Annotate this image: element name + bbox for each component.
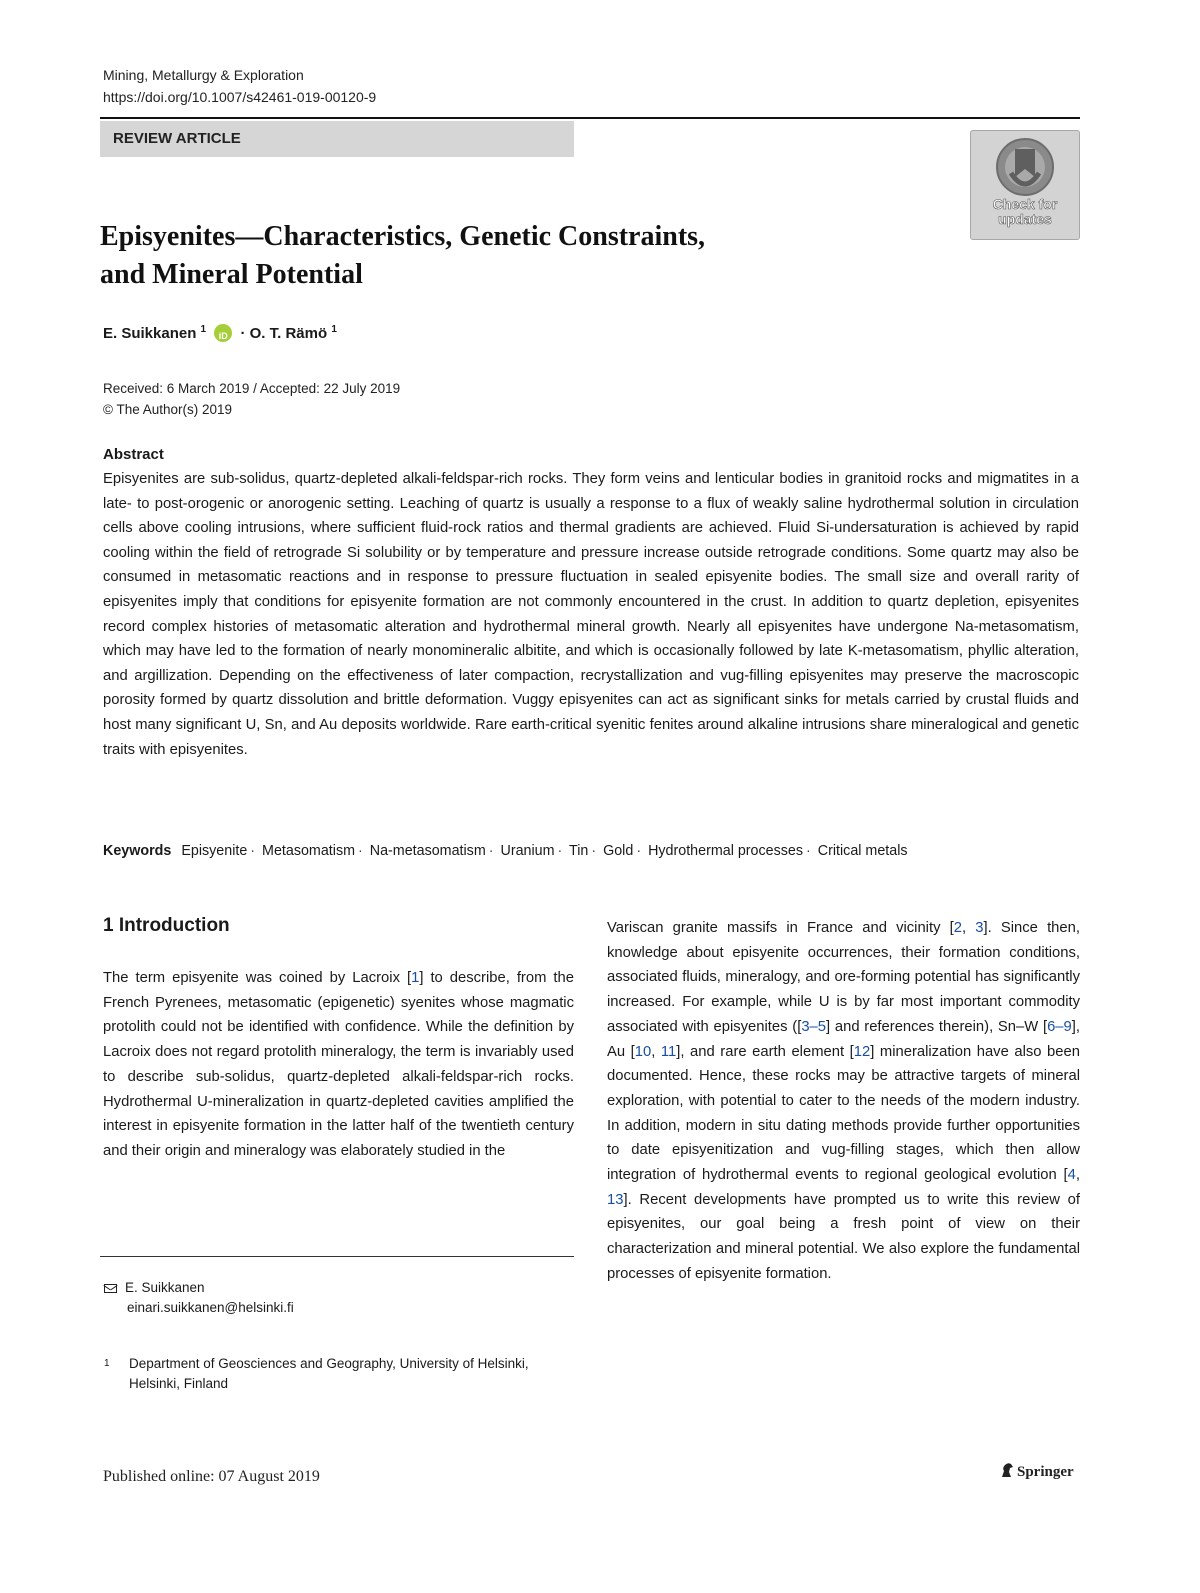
citation-link[interactable]: 3 (975, 920, 984, 936)
publisher-name: Springer (1017, 1464, 1074, 1480)
journal-name: Mining, Metallurgy & Exploration (103, 67, 304, 83)
abstract-heading: Abstract (103, 446, 164, 463)
keyword-separator: · (636, 843, 642, 859)
journal-header (103, 64, 376, 108)
footnote-rule (100, 1256, 574, 1257)
citation-link[interactable]: 4 (1067, 1167, 1076, 1184)
body-text: ], Au [ (607, 1018, 1080, 1060)
springer-horse-icon (1000, 1462, 1014, 1478)
body-text: , (962, 920, 976, 936)
intro-column-left (103, 966, 574, 1164)
citation-link[interactable]: 6–9 (1047, 1018, 1072, 1035)
body-text: The term episyenite was coined by Lacroix [ (103, 970, 412, 986)
keyword: Na-metasomatism (369, 843, 486, 859)
abstract-text: Episyenites are sub-solidus, quartz-depleted alkali-feldspar-rich rocks. They form veins and lenticular bodies in granitoid rocks and migmatites in a late- to post-orogenic or anorogenic setting. Leaching of quartz is usually a response to a flux of weakly saline hydrothermal solution in circulation cells above cooling intrusions, where sufficient fluid-rock ratios and thermal gradients are achieved. Fluid Si-undersaturation is achieved by rapid cooling within the field of retrograde Si solubility or by temperature and pressure increase outside retrograde conditions. Some quartz may also be consumed in metasomatic reactions and in response to pressure fluctuation in sealed episyenite bodies. The small size and overall rarity of episyenites imply that conditions for episyenite formation are not commonly encountered in the crust. In addition to quartz depletion, episyenites record complex histories of metasomatic alteration and hydrothermal mineral growth. Nearly all episyenites have undergone Na-metasomatism, which may have led to the formation of nearly monomineralic albitite, and which is occasionally followed by late K-metasomatism, phyllic alteration, and argillization. Depending on the effectiveness of later compaction, recrystallization and vug-filling episyenites may preserve the macroscopic porosity formed by quartz dissolution and brittle deformation. Vuggy episyenites can act as significant sinks for metals carried by crustal fluids and host many significant U, Sn, and Au deposits worldwide. Rare earth-critical syenitic fenites around alkaline intrusions share mineralogical and genetic traits with episyenites. (103, 471, 1079, 758)
corresponding-author (104, 1278, 294, 1318)
keyword: Gold (603, 843, 634, 859)
affil-line-2: Helsinki, Finland (129, 1376, 229, 1391)
keyword: Hydrothermal processes (648, 843, 804, 859)
keywords (103, 840, 1079, 862)
keyword: Metasomatism (262, 843, 355, 859)
keyword-separator: · (488, 843, 494, 859)
title-line-1: Episyenites—Characteristics, Genetic Constraints, (100, 221, 706, 252)
article-dates (103, 378, 400, 420)
body-text: ] to describe, from the French Pyrenees, metasomatic (epigenetic) syenites whose magmatic protolith could not be identified with confidence. While the definition by Lacroix does not regard protolith mineralogy, the term is invariably used to describe sub-solidus, quartz-depleted alkali-feldspar-rich rocks. Hydrothermal U-mineralization in quartz-depleted cavities amplified the interest in episyenite formation in the latter half of the twentieth century and their origin and mineralogy was elaborately studied in the (103, 970, 574, 1159)
section-heading: 1 Introduction (103, 915, 230, 936)
header-rule (100, 117, 1080, 119)
citation-link[interactable]: 11 (660, 1043, 677, 1060)
author-list (103, 319, 337, 345)
published-date: Published online: 07 August 2019 (103, 1468, 320, 1485)
author-separator: · (240, 325, 246, 342)
body-text: , (1075, 1167, 1080, 1184)
citation-link[interactable]: 13 (607, 1191, 624, 1208)
affil-line-1: Department of Geosciences and Geography, University of Helsinki, (129, 1356, 529, 1371)
badge-text: Check for updates (992, 196, 1058, 227)
received-accepted: Received: 6 March 2019 / Accepted: 22 July 2019 (103, 381, 401, 396)
keyword: Episyenite (181, 843, 248, 859)
body-text: ] and references therein), Sn–W [ (826, 1018, 1048, 1035)
copyright: © The Author(s) 2019 (103, 402, 233, 417)
keyword-separator: · (557, 843, 563, 859)
keyword: Uranium (500, 843, 555, 859)
article-type-label: REVIEW ARTICLE (100, 121, 574, 157)
body-text: ]. Recent developments have prompted us to write this review of episyenites, our goal being a fresh point of view on their characterization and mineral potential. We also explore the fundamental processes of episyenite formation. (607, 1191, 1080, 1282)
author-affil: 1 (331, 324, 337, 335)
check-for-updates-badge[interactable] (970, 130, 1080, 240)
citation-link[interactable]: 1 (411, 970, 420, 986)
body-text: ]. Since then, knowledge about episyenite occurrences, their formation conditions, associated fluids, mineralogy, and ore-forming potential has significantly increased. For example, while U is by far most important commodity associated with episyenites ([ (607, 920, 1080, 1035)
body-text: Variscan granite massifs in France and vicinity [ (607, 920, 954, 936)
keyword-separator: · (358, 843, 363, 859)
keyword-separator: · (591, 843, 597, 859)
corr-name: E. Suikkanen (125, 1280, 205, 1295)
citation-link[interactable]: 10 (634, 1043, 652, 1060)
citation-link[interactable]: 2 (953, 920, 962, 936)
title-line-2: and Mineral Potential (100, 259, 363, 290)
citation-link[interactable]: 3–5 (801, 1018, 827, 1035)
orcid-icon[interactable] (214, 324, 232, 342)
body-text: ], and rare earth element [ (676, 1043, 854, 1060)
citation-link[interactable]: 12 (853, 1043, 871, 1060)
author-name[interactable]: O. T. Rämö (249, 325, 328, 342)
body-text: ] mineralization have also been documented. Hence, these rocks may be attractive targets of mineral exploration, with potential to cater to the needs of the modern industry. In addition, modern in situ dating methods provide further opportunities to date episyenitization and vug-filling stages, which then allow integration of hydrothermal events to regional geological evolution [ (607, 1043, 1080, 1184)
doi-link[interactable]: https://doi.org/10.1007/s42461-019-00120-9 (103, 89, 377, 105)
publisher-logo (1000, 1462, 1074, 1481)
affil-number: 1 (104, 1358, 110, 1369)
corr-email[interactable]: einari.suikkanen@helsinki.fi (127, 1300, 294, 1315)
keyword-separator: · (250, 843, 256, 859)
article-title (100, 218, 860, 294)
keyword: Critical metals (817, 843, 908, 859)
bookmark-icon (971, 131, 1079, 201)
keyword-separator: · (806, 843, 811, 859)
keyword: Tin (569, 843, 589, 859)
author-affil: 1 (200, 324, 207, 335)
intro-column-right (607, 916, 1080, 1287)
keywords-label: Keywords (103, 843, 172, 859)
envelope-icon (104, 1284, 117, 1293)
author-name[interactable]: E. Suikkanen (103, 325, 197, 342)
body-text: , (651, 1043, 661, 1060)
